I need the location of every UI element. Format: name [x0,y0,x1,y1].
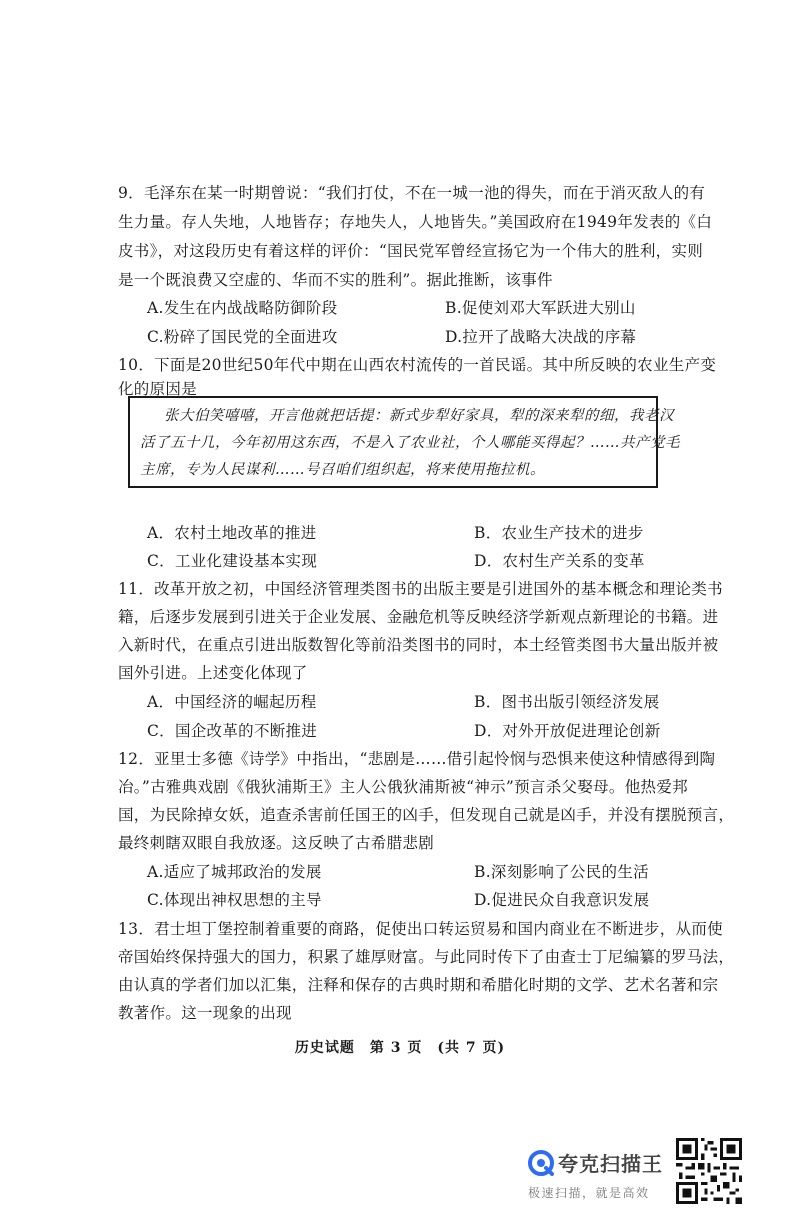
question-9-line: 皮书》，对这段历史有着这样的评价：“国民党军曾经宣扬它为一个伟大的胜利，实则 [118,242,704,260]
option-a: A．中国经济的崛起历程 [147,693,317,711]
option-d: D．农村生产关系的变革 [474,552,645,570]
question-13-line: 教著作。这一现象的出现 [118,1004,292,1022]
quark-logo-icon [528,1150,554,1176]
folk-song-quote-box [128,396,680,488]
option-b: B.促使刘邓大军跃进大别山 [445,299,636,317]
page-footer: 历史试题 第 3 页 (共 7 页) [294,1040,506,1056]
option-b: B．图书出版引领经济发展 [474,693,660,711]
question-13-line: 由认真的学者们加以汇集，注释和保存的古典时期和希腊化时期的文学、艺术名著和宗 [118,976,719,994]
option-d: D．对外开放促进理论创新 [474,722,661,740]
question-10-line: 化的原因是 [118,380,198,398]
quote-line: 张大伯笑嘻嘻，开言他就把话提：新式步犁好家具，犁的深来犁的细，我老汉 [164,408,674,424]
question-9-line: 是一个既浪费又空虚的、华而不实的胜利”。据此推断，该事件 [118,271,553,289]
option-a: A.适应了城邦政治的发展 [147,863,322,881]
option-c: C.体现出神权思想的主导 [147,891,322,909]
question-10-line: 10．下面是20世纪50年代中期在山西农村流传的一首民谣。其中所反映的农业生产变 [118,356,717,374]
option-b: B．农业生产技术的进步 [474,524,644,542]
option-a: A．农村土地改革的推进 [147,524,317,542]
question-12-line: 12．亚里士多德《诗学》中指出，“悲剧是……借引起怜悯与恐惧来使这种情感得到陶 [118,750,716,768]
option-c: C．国企改革的不断推进 [147,722,318,740]
quote-line: 活了五十几，今年初用这东西，不是入了农业社，个人哪能买得起？……共产党毛 [140,435,680,451]
question-9-line: 9．毛泽东在某一时期曾说：“我们打仗，不在一城一池的得失，而在于消灭敌人的有 [118,184,706,202]
scanner-watermark [528,1148,668,1208]
option-d: D.拉开了战略大决战的序幕 [445,328,637,346]
question-11-line: 11．改革开放之初，中国经济管理类图书的出版主要是引进国外的基本概念和理论类书 [118,580,723,598]
question-13-line: 13．君士坦丁堡控制着重要的商路，促使出口转运贸易和国内商业在不断进步，从而使 [118,920,723,938]
quote-line: 主席，专为人民谋利……号召咱们组织起，将来使用拖拉机。 [140,462,545,478]
watermark-brand-name: 夸克扫描王 [558,1152,663,1176]
question-11-line: 籍，后逐步发展到引进关于企业发展、金融危机等反映经济学新观点新理论的书籍。进 [118,608,719,626]
question-12-line: 国，为民除掉女妖，追查杀害前任国王的凶手，但发现自己就是凶手，并没有摆脱预言， [118,806,735,824]
option-b: B.深刻影响了公民的生活 [474,863,649,881]
option-a: A.发生在内战战略防御阶段 [147,299,338,317]
question-11-line: 入新时代，在重点引进出版数智化等前沿类图书的同时，本土经管类图书大量出版并被 [118,636,719,654]
option-d: D.促进民众自我意识发展 [474,891,650,909]
question-13-line: 帝国始终保持强大的国力，积累了雄厚财富。与此同时传下了由查士丁尼编纂的罗马法， [118,948,735,966]
qr-code-icon [676,1138,742,1204]
question-11-line: 国外引进。上述变化体现了 [118,664,308,682]
question-12-line: 最终刺瞎双眼自我放逐。这反映了古希腊悲剧 [118,834,435,852]
watermark-tagline: 极速扫描，就是高效 [528,1186,650,1200]
option-c: C.粉碎了国民党的全面进攻 [147,328,338,346]
question-12-line: 冶。”古雅典戏剧《俄狄浦斯王》主人公俄狄浦斯被“神示”预言杀父娶母。他热爱邦 [118,778,688,796]
question-9-line: 生力量。存人失地，人地皆存；存地失人，人地皆失。”美国政府在1949年发表的《白 [118,213,713,231]
option-c: C．工业化建设基本实现 [147,552,318,570]
